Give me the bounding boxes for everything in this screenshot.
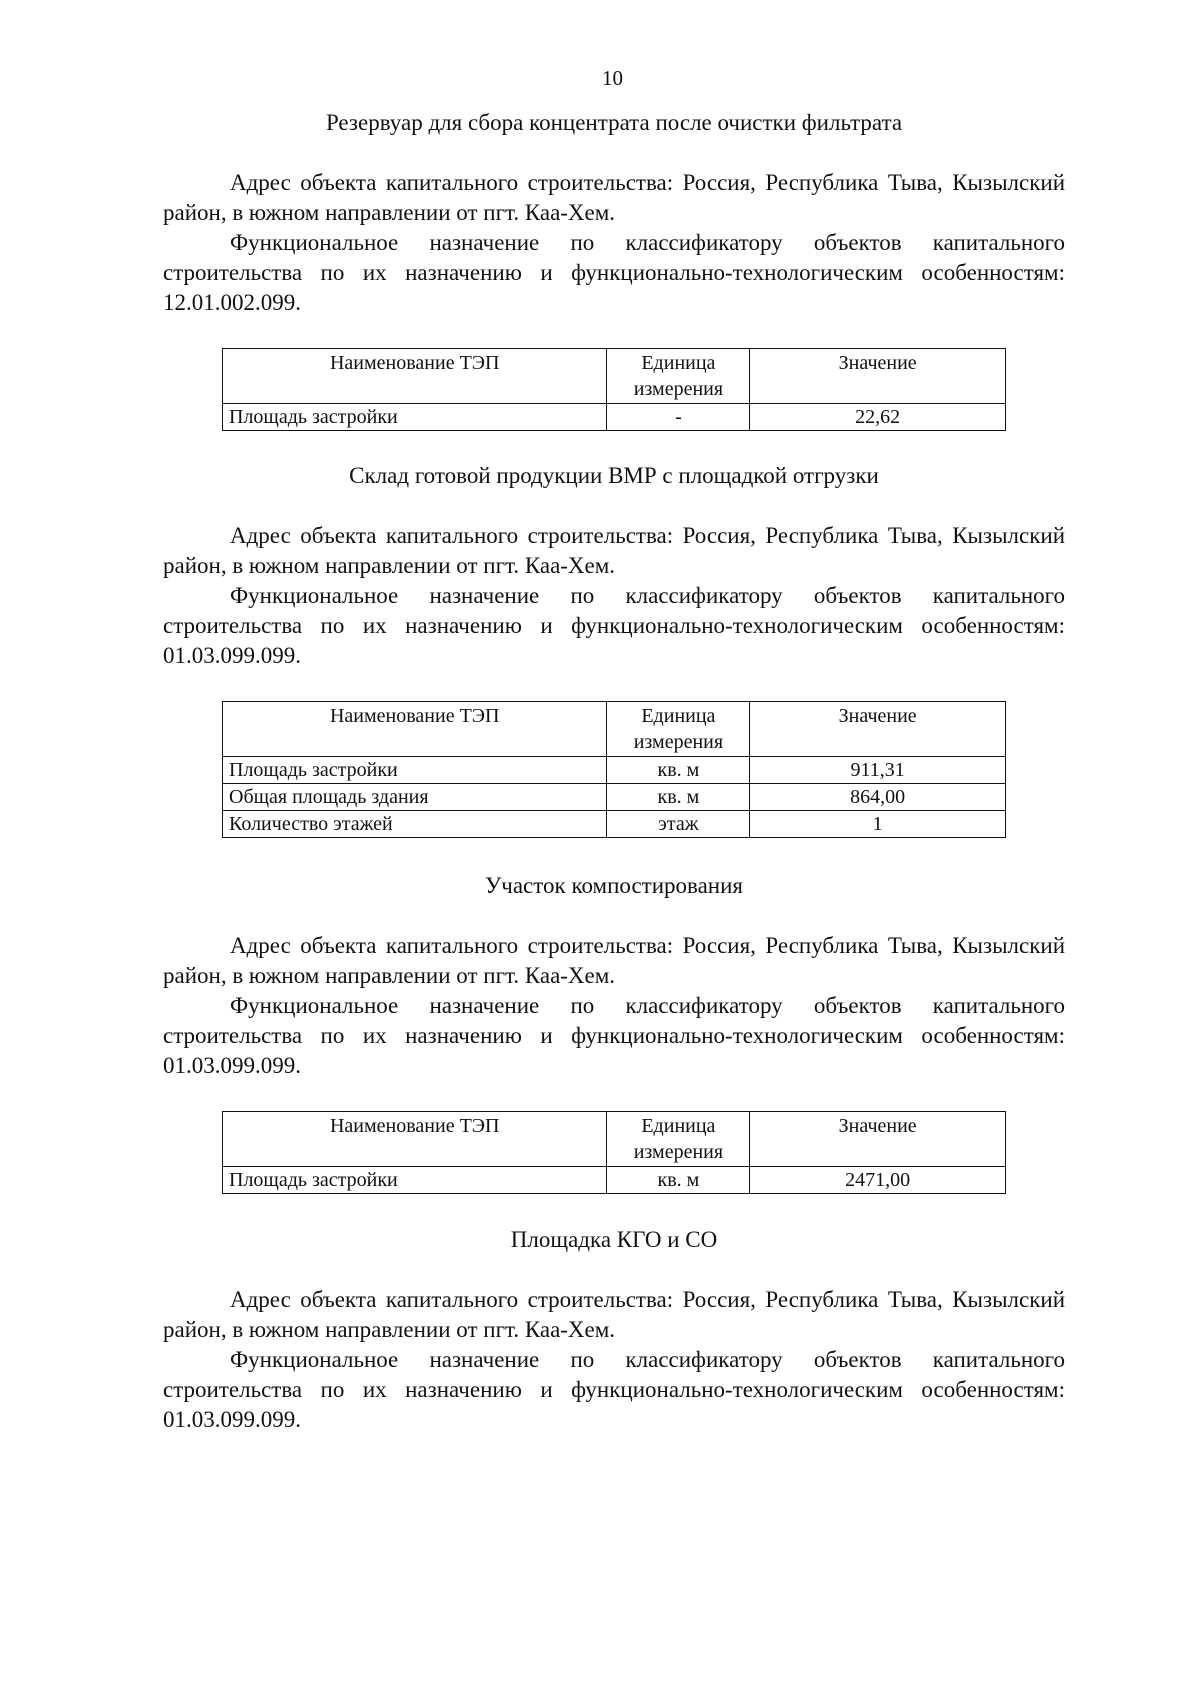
- row-unit: кв. м: [607, 784, 750, 811]
- row-name: Площадь застройки: [223, 404, 607, 431]
- tep-table: [222, 348, 1006, 431]
- tep-table: [222, 701, 1006, 838]
- address-paragraph: Адрес объекта капитального строительства: Россия, Республика Тыва, Кызылский район, в южном направлении от пгт. Каа-Хем.: [163, 1287, 1065, 1342]
- row-name: Общая площадь здания: [223, 784, 607, 811]
- header-value: Значение: [750, 702, 1006, 757]
- row-unit: -: [607, 404, 750, 431]
- row-unit: кв. м: [607, 757, 750, 784]
- purpose-paragraph: Функциональное назначение по классификатору объектов капитального строительства по их назначению и функционально-технологическим особенностям: 01.03.099.099.: [163, 583, 1065, 668]
- table-row: [223, 1167, 1006, 1194]
- table-row: [223, 404, 1006, 431]
- header-unit: Единица измерения: [607, 1112, 750, 1167]
- purpose-paragraph: Функциональное назначение по классификатору объектов капитального строительства по их назначению и функционально-технологическим особенностям: 01.03.099.099.: [163, 993, 1065, 1078]
- row-name: Площадь застройки: [223, 757, 607, 784]
- row-value: 864,00: [750, 784, 1006, 811]
- page-number: 10: [602, 66, 623, 90]
- address-paragraph: Адрес объекта капитального строительства: Россия, Республика Тыва, Кызылский район, в южном направлении от пгт. Каа-Хем.: [163, 170, 1065, 225]
- row-value: 911,31: [750, 757, 1006, 784]
- row-value: 22,62: [750, 404, 1006, 431]
- header-name: Наименование ТЭП: [223, 702, 607, 757]
- header-unit: Единица измерения: [607, 349, 750, 404]
- purpose-paragraph: Функциональное назначение по классификатору объектов капитального строительства по их назначению и функционально-технологическим особенностям: 12.01.002.099.: [163, 230, 1065, 315]
- section-title: Резервуар для сбора концентрата после очистки фильтрата: [325, 110, 903, 135]
- table-row: [223, 784, 1006, 811]
- table-row: [223, 811, 1006, 838]
- header-name: Наименование ТЭП: [223, 1112, 607, 1167]
- row-name: Количество этажей: [223, 811, 607, 838]
- address-paragraph: Адрес объекта капитального строительства: Россия, Республика Тыва, Кызылский район, в южном направлении от пгт. Каа-Хем.: [163, 933, 1065, 988]
- row-value: 1: [750, 811, 1006, 838]
- header-value: Значение: [750, 349, 1006, 404]
- section-title: Площадка КГО и СО: [510, 1227, 718, 1252]
- header-unit: Единица измерения: [607, 702, 750, 757]
- table-header-row: [223, 1112, 1006, 1167]
- purpose-paragraph: Функциональное назначение по классификатору объектов капитального строительства по их назначению и функционально-технологическим особенностям: 01.03.099.099.: [163, 1347, 1065, 1432]
- section-title: Участок компостирования: [485, 873, 743, 898]
- tep-table: [222, 1111, 1006, 1194]
- table-header-row: [223, 702, 1006, 757]
- table-row: [223, 757, 1006, 784]
- header-name: Наименование ТЭП: [223, 349, 607, 404]
- table-header-row: [223, 349, 1006, 404]
- row-unit: этаж: [607, 811, 750, 838]
- row-value: 2471,00: [750, 1167, 1006, 1194]
- row-name: Площадь застройки: [223, 1167, 607, 1194]
- address-paragraph: Адрес объекта капитального строительства: Россия, Республика Тыва, Кызылский район, в южном направлении от пгт. Каа-Хем.: [163, 523, 1065, 578]
- section-title: Склад готовой продукции ВМР с площадкой отгрузки: [349, 463, 879, 488]
- row-unit: кв. м: [607, 1167, 750, 1194]
- header-value: Значение: [750, 1112, 1006, 1167]
